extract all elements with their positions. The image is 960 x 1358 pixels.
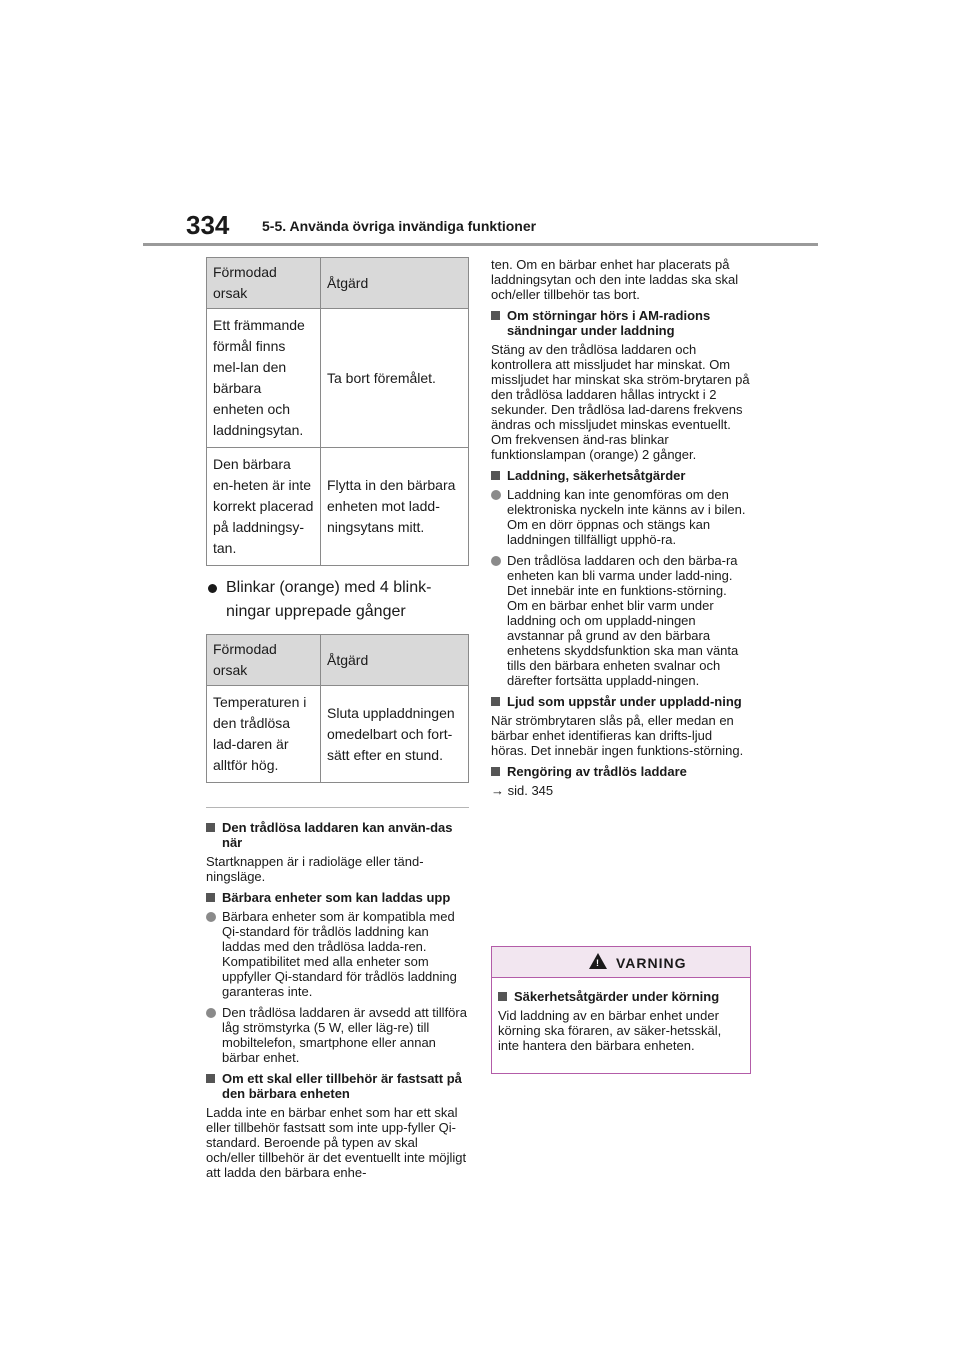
circle-bullet-icon <box>206 912 216 922</box>
cause-action-table-1 <box>206 257 469 566</box>
cause-action-table-2 <box>206 634 469 783</box>
page-reference-link[interactable]: → sid. 345 <box>491 783 554 798</box>
square-bullet-icon <box>491 697 500 706</box>
right-column <box>491 257 751 804</box>
table-header-action: Åtgärd <box>321 258 469 309</box>
table-cell-action: Ta bort föremålet. <box>321 309 469 448</box>
square-bullet-icon <box>491 311 500 320</box>
list-item <box>491 553 751 688</box>
table-header-cause: Förmodad orsak <box>207 635 321 686</box>
divider <box>206 807 469 808</box>
square-bullet-icon <box>498 992 507 1001</box>
circle-bullet-icon <box>491 490 501 500</box>
list-item <box>206 909 469 999</box>
heading-charging-precautions <box>491 468 751 483</box>
warning-header <box>492 947 750 978</box>
list-item <box>206 1005 469 1065</box>
table-header-action: Åtgärd <box>321 635 469 686</box>
table-row <box>207 309 469 448</box>
left-column <box>206 257 469 1186</box>
warning-heading <box>498 989 744 1004</box>
square-bullet-icon <box>206 1074 215 1083</box>
table-header-cause: Förmodad orsak <box>207 258 321 309</box>
heading-text: Den trådlösa laddaren kan använ-das när <box>222 820 453 850</box>
list-item <box>491 487 751 547</box>
list-item-text: Den trådlösa laddaren och den bärba-ra enheten kan bli varma under ladd-ning. Det innebär inte en funktions-störning. Om en bärbar enhet blir varm under laddning och om uppladd-ningen avstannar på grund av den bärbara enhetens skyddsfunktion ska man vänta tills den bärbara enheten svalnar och därefter fortsätta uppladd-ningen. <box>507 553 739 688</box>
bullet-dot-icon <box>208 584 217 593</box>
table-row <box>207 686 469 783</box>
heading-text: Rengöring av trådlös laddare <box>507 764 687 779</box>
paragraph: Stäng av den trådlösa laddaren och kontrollera att missljudet har minskat. Om missljudet har minskat ska ström-brytaren på den trådlösa laddaren hållas intryckt i 2 sekunder. Den trådlösa lad-darens frekvens ändras och missljudet minskas eventuellt. Om frekvensen änd-ras blinkar funktionslampan (orange) 2 gånger. <box>491 342 750 462</box>
table-cell-action: Flytta in den bärbara enheten mot ladd-ningsytans mitt. <box>321 448 469 566</box>
heading-cleaning <box>491 764 751 779</box>
heading-text: Säkerhetsåtgärder under körning <box>514 989 720 1004</box>
heading-chargeable-devices <box>206 890 469 905</box>
paragraph: ten. Om en bärbar enhet har placerats på laddningsytan och den inte laddas ska skal och/eller tillbehör tas bort. <box>491 257 739 302</box>
heading-text: Bärbara enheter som kan laddas upp <box>222 890 451 905</box>
square-bullet-icon <box>491 767 500 776</box>
table-cell-cause: Temperaturen i den trådlösa lad-daren är alltför hög. <box>207 686 321 783</box>
heading-text: Om ett skal eller tillbehör är fastsatt på den bärbara enheten <box>222 1071 462 1101</box>
paragraph: Startknappen är i radioläge eller tänd-ningsläge. <box>206 854 424 884</box>
warning-title: VARNING <box>616 955 687 971</box>
list-item-text: Laddning kan inte genomföras om den elektroniska nyckeln inte känns av i bilen. Om en dörr öppnas och stängs kan laddningen tillfälligt upphö-ra. <box>507 487 746 547</box>
heading-text: Ljud som uppstår under uppladd-ning <box>507 694 742 709</box>
warning-exclamation-icon: ! <box>596 958 599 968</box>
section-title: 5-5. Använda övriga invändiga funktioner <box>262 218 537 234</box>
square-bullet-icon <box>206 893 215 902</box>
blink-bullet <box>206 576 469 624</box>
paragraph: När strömbrytaren slås på, eller medan en bärbar enhet identifieras kan drifts-ljud höras. Det innebär ingen funktions-störning. <box>491 713 744 758</box>
blink-bullet-text: Blinkar (orange) med 4 blink-ningar upprepade gånger <box>226 579 432 620</box>
square-bullet-icon <box>491 471 500 480</box>
page-number: 334 <box>186 210 230 240</box>
list-item-text: Bärbara enheter som är kompatibla med Qi-standard för trådlös laddning kan laddas med den trådlösa ladda-ren. Kompatibilitet med alla enheter som uppfyller Qi-standard för trådlös laddning garanteras inte. <box>222 909 457 999</box>
heading-am-radio <box>491 308 751 338</box>
warning-body <box>492 978 750 1053</box>
page-header <box>0 0 960 250</box>
circle-bullet-icon <box>491 556 501 566</box>
header-divider <box>143 243 818 246</box>
heading-case-accessory <box>206 1071 469 1101</box>
table-cell-cause: Ett främmande förmål finns mel-lan den bärbara enheten och laddningsytan. <box>207 309 321 448</box>
table-cell-cause: Den bärbara en-heten är inte korrekt placerad på laddningsy-tan. <box>207 448 321 566</box>
heading-when-usable <box>206 820 469 850</box>
circle-bullet-icon <box>206 1008 216 1018</box>
list-item-text: Den trådlösa laddaren är avsedd att tillföra låg strömstyrka (5 W, eller läg-re) till mobiltelefon, smartphone eller annan bärbar enhet. <box>222 1005 467 1065</box>
warning-box <box>491 946 751 1074</box>
heading-charging-sounds <box>491 694 751 709</box>
warning-text: Vid laddning av en bärbar enhet under körning ska föraren, av säker-hetsskäl, inte hantera den bärbara enheten. <box>498 1008 722 1053</box>
heading-text: Laddning, säkerhetsåtgärder <box>507 468 686 483</box>
square-bullet-icon <box>206 823 215 832</box>
paragraph: Ladda inte en bärbar enhet som har ett skal eller tillbehör fastsatt som inte upp-fyller Qi-standard. Beroende på typen av skal och/eller tillbehör är det eventuellt inte möjligt att ladda den bärbara enhe- <box>206 1105 467 1180</box>
heading-text: Om störningar hörs i AM-radions sändningar under laddning <box>507 308 711 338</box>
table-row <box>207 448 469 566</box>
table-cell-action: Sluta uppladdningen omedelbart och fort-sätt efter en stund. <box>321 686 469 783</box>
